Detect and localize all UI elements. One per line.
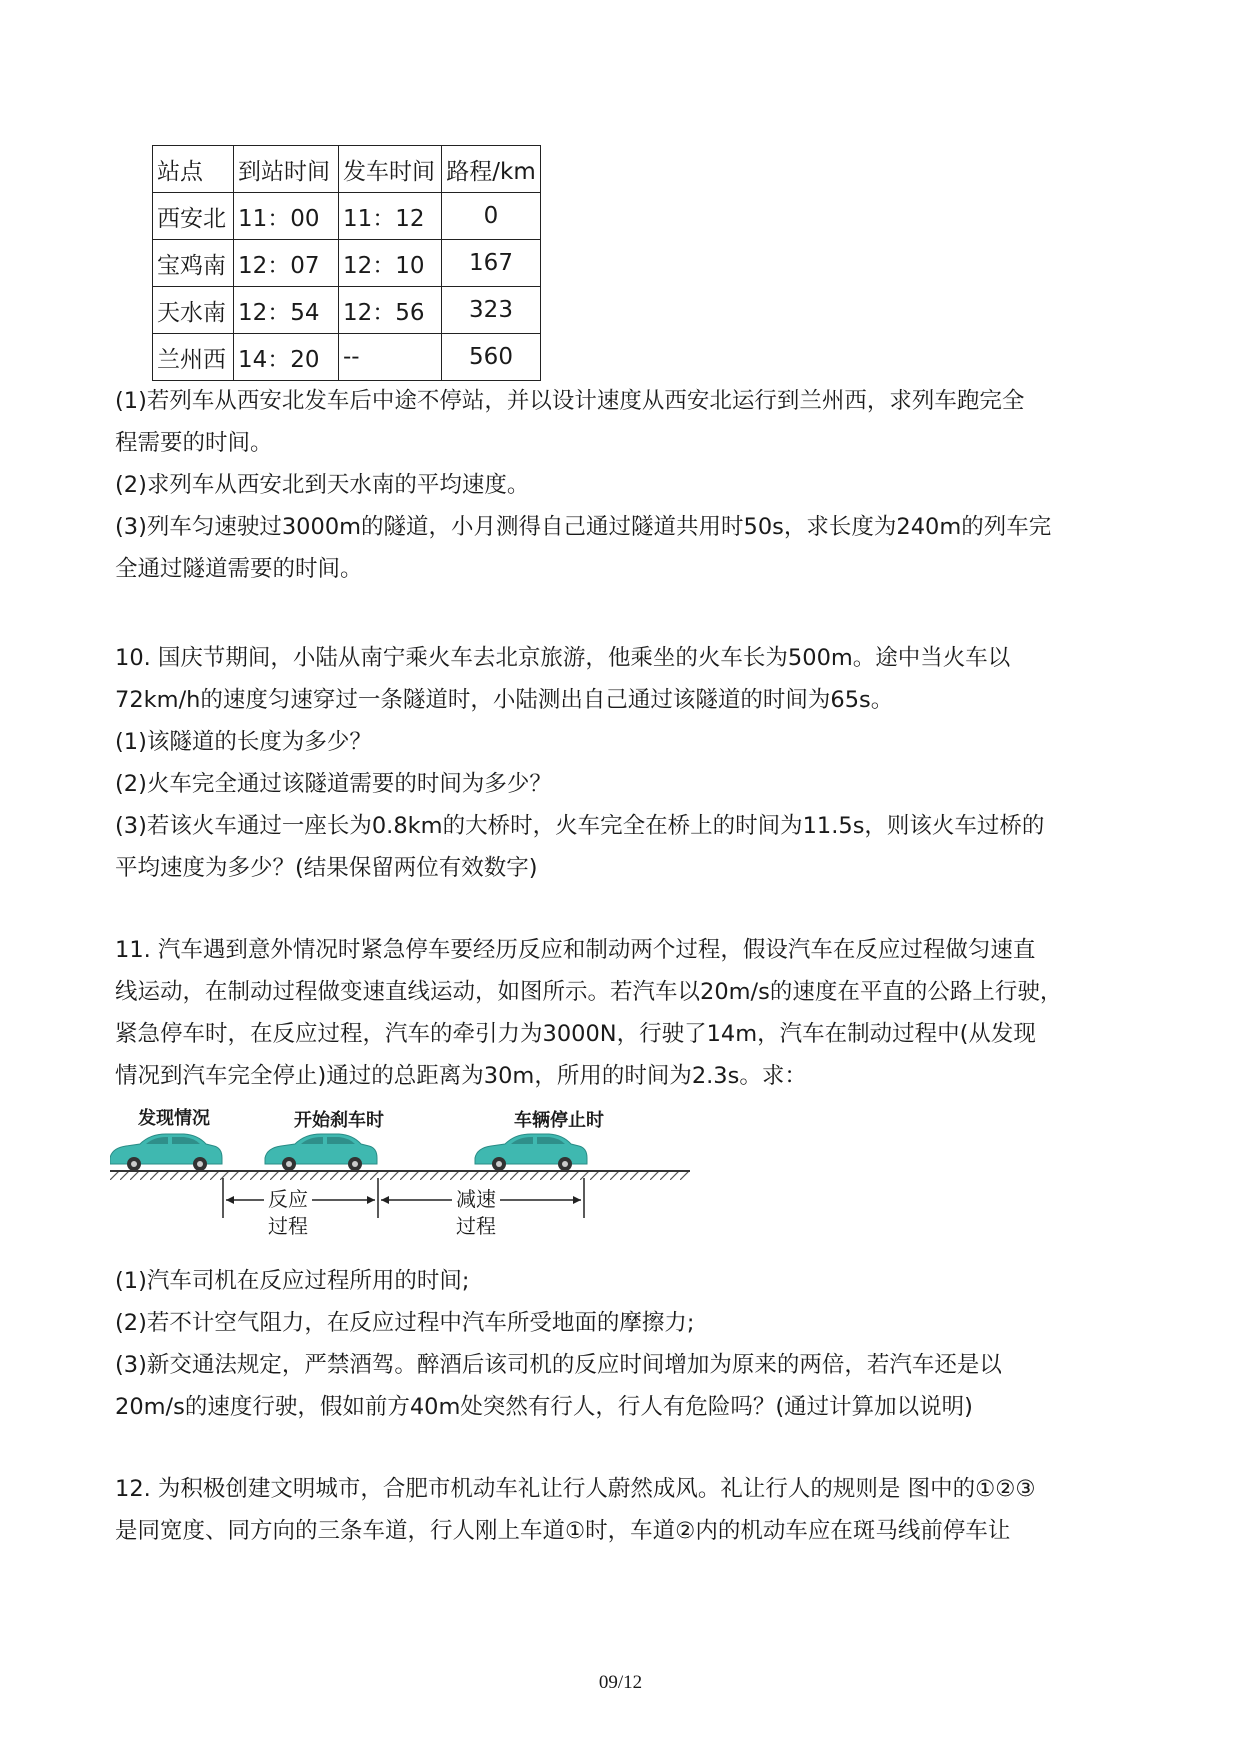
table-header-cell: 发车时间 (339, 146, 442, 193)
table-cell: 兰州西 (153, 334, 234, 381)
q11-part1-text: (1)汽车司机在反应过程所用的时间; (115, 1268, 470, 1294)
table-header-cell: 到站时间 (234, 146, 339, 193)
car-icon-brake (265, 1134, 377, 1171)
table-cell: 0 (442, 193, 541, 240)
table-row (153, 334, 541, 381)
q11-stem-cont: 线运动，在制动过程做变速直线运动，如图所示。若汽车以20m/s的速度在平直的公路上行驶， (115, 979, 1063, 1005)
label-vehicle-stopped: 车辆停止时 (514, 1110, 604, 1131)
road-hatch (110, 1172, 690, 1180)
table-cell: 12：54 (234, 287, 339, 334)
q10-stem-cont: 72km/h的速度匀速穿过一条隧道时，小陆测出自己通过该隧道的时间为65s。 (115, 687, 894, 713)
table-row (153, 240, 541, 287)
car-icon-found (110, 1134, 222, 1171)
q12-stem: 12. 为积极创建文明城市，合肥市机动车礼让行人蔚然成风。礼让行人的规则是 图中的①②③ (115, 1476, 1036, 1502)
table-header-cell: 路程/km (442, 146, 541, 193)
table-cell: -- (339, 334, 442, 381)
table-cell: 560 (442, 334, 541, 381)
table-cell: 11：00 (234, 193, 339, 240)
table-cell: 天水南 (153, 287, 234, 334)
table-cell: 12：10 (339, 240, 442, 287)
car-icon-stop (475, 1134, 587, 1171)
figure-drawing (110, 1100, 690, 1240)
q9-part2-text: (2)求列车从西安北到天水南的平均速度。 (115, 472, 530, 498)
deceleration-process-label: 减速 过程 (452, 1186, 500, 1240)
q11-stem-cont: 紧急停车时，在反应过程，汽车的牵引力为3000N，行驶了14m，汽车在制动过程中(从发现 (115, 1021, 1036, 1047)
table-row (153, 193, 541, 240)
q10-part2-text: (2)火车完全通过该隧道需要的时间为多少？ (115, 771, 552, 797)
q10-part3-text: (3)若该火车通过一座长为0.8km的大桥时，火车完全在桥上的时间为11.5s，则该火车过桥的 (115, 813, 1045, 839)
q9-part1-text-cont: 程需要的时间。 (115, 430, 273, 456)
table-cell: 11：12 (339, 193, 442, 240)
car-braking-figure (110, 1100, 690, 1240)
label-found-situation: 发现情况 (138, 1108, 210, 1129)
q11-part2-text: (2)若不计空气阻力，在反应过程中汽车所受地面的摩擦力; (115, 1310, 695, 1336)
q9-part1-text: (1)若列车从西安北发车后中途不停站，并以设计速度从西安北运行到兰州西，求列车跑完全 (115, 388, 1025, 414)
table-row (153, 287, 541, 334)
label-start-braking: 开始刹车时 (294, 1110, 384, 1131)
table-header-row (153, 146, 541, 193)
q9-part3-text: (3)列车匀速驶过3000m的隧道，小月测得自己通过隧道共用时50s，求长度为240m的列车完 (115, 514, 1052, 540)
table-header-cell: 站点 (153, 146, 234, 193)
q10-stem: 10. 国庆节期间，小陆从南宁乘火车去北京旅游，他乘坐的火车长为500m。途中当火车以 (115, 645, 1011, 671)
table-cell: 167 (442, 240, 541, 287)
q11-part3-text-cont: 20m/s的速度行驶，假如前方40m处突然有行人，行人有危险吗？(通过计算加以说明) (115, 1394, 973, 1420)
station-timetable (152, 145, 541, 381)
table-cell: 323 (442, 287, 541, 334)
table-cell: 12：56 (339, 287, 442, 334)
table-cell: 14：20 (234, 334, 339, 381)
reaction-process-label: 反应 过程 (264, 1186, 312, 1240)
q11-part3-text: (3)新交通法规定，严禁酒驾。醉酒后该司机的反应时间增加为原来的两倍，若汽车还是以 (115, 1352, 1002, 1378)
q11-stem-cont: 情况到汽车完全停止)通过的总距离为30m，所用的时间为2.3s。求： (115, 1063, 807, 1089)
page-number: 09/12 (598, 1672, 643, 1693)
table-cell: 宝鸡南 (153, 240, 234, 287)
table-cell: 西安北 (153, 193, 234, 240)
q10-part1-text: (1)该隧道的长度为多少？ (115, 729, 372, 755)
q11-stem: 11. 汽车遇到意外情况时紧急停车要经历反应和制动两个过程，假设汽车在反应过程做匀速直 (115, 937, 1036, 963)
q10-part3-text-cont: 平均速度为多少？(结果保留两位有效数字) (115, 855, 538, 881)
table-cell: 12：07 (234, 240, 339, 287)
q9-part3-text-cont: 全通过隧道需要的时间。 (115, 556, 363, 582)
q12-stem-cont: 是同宽度、同方向的三条车道，行人刚上车道①时，车道②内的机动车应在斑马线前停车让 (115, 1518, 1011, 1544)
